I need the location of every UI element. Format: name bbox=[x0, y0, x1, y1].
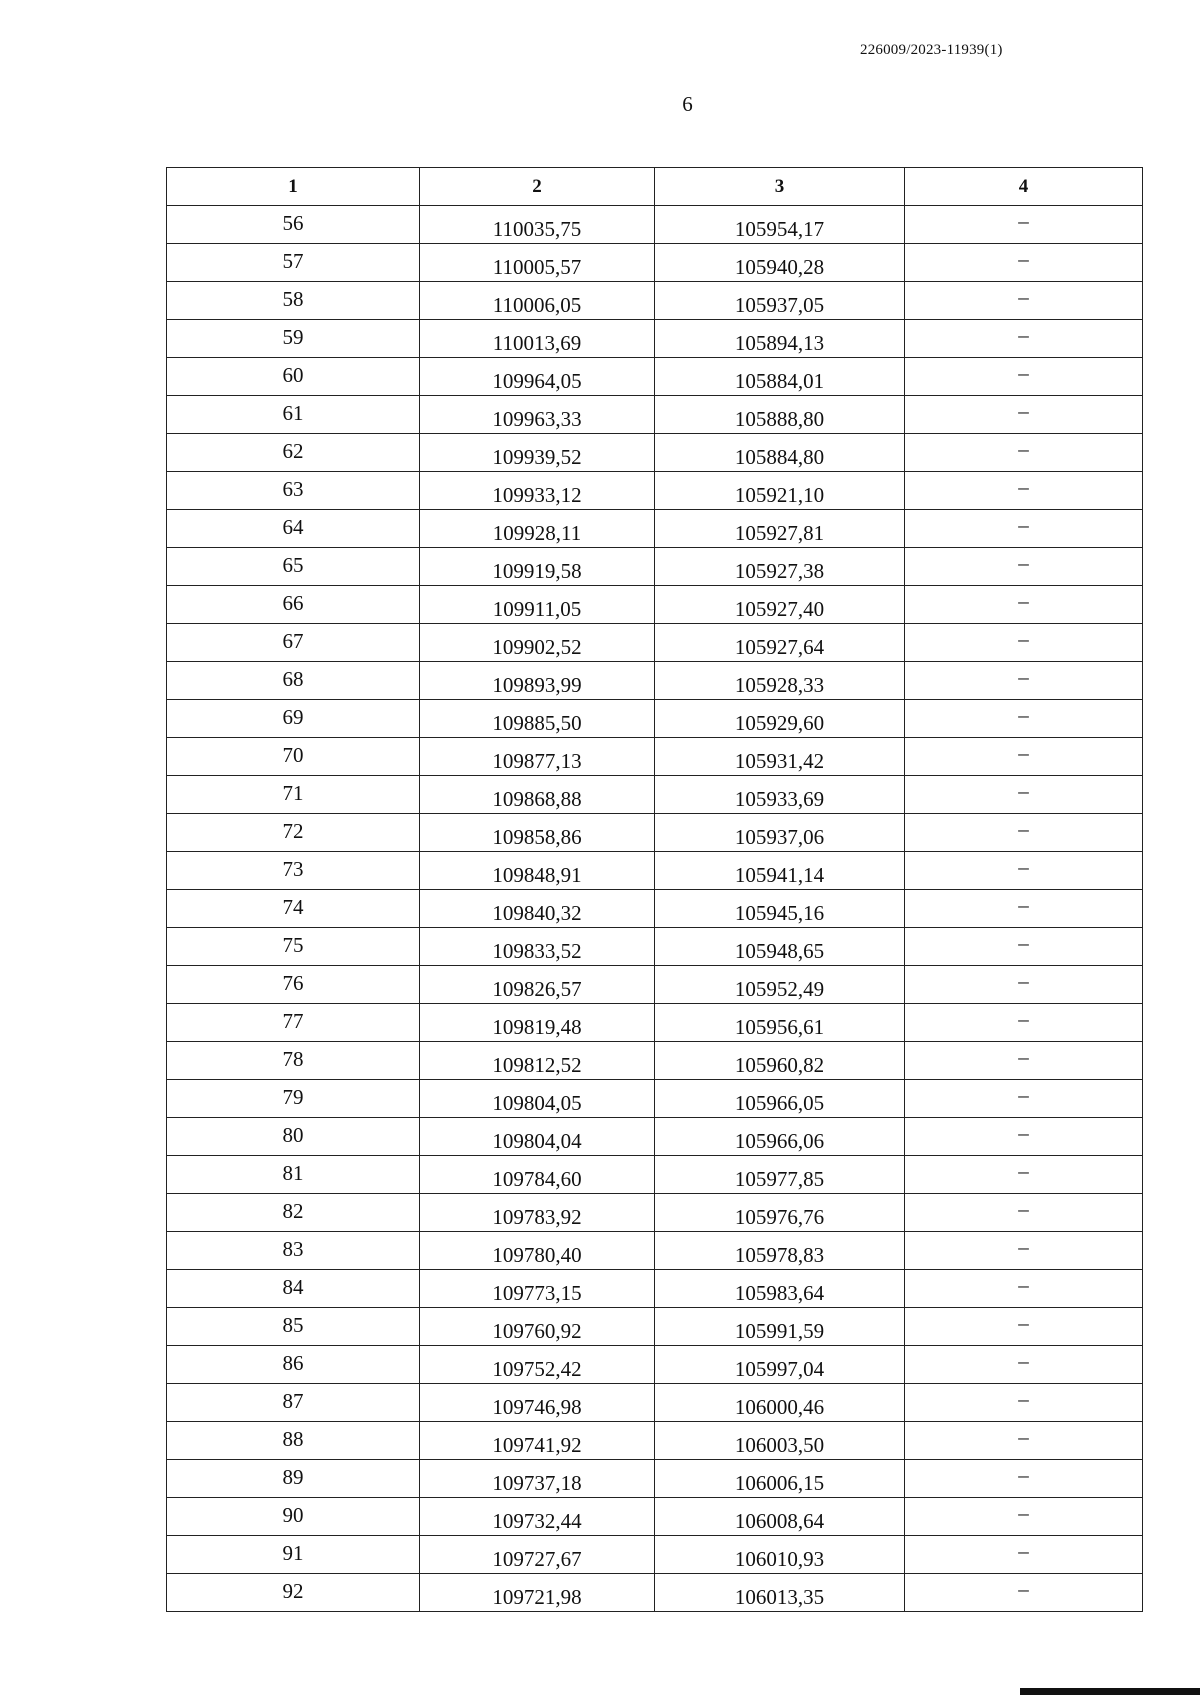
point-number-cell: 86 bbox=[167, 1346, 420, 1384]
point-number-cell: 79 bbox=[167, 1080, 420, 1118]
coordinate-x-cell: 109919,58 bbox=[420, 548, 655, 586]
note-cell: – bbox=[905, 1004, 1143, 1042]
table-row bbox=[167, 244, 1143, 282]
column-header-4: 4 bbox=[905, 168, 1143, 206]
table-row bbox=[167, 624, 1143, 662]
coordinate-y-cell: 105956,61 bbox=[655, 1004, 905, 1042]
coordinate-x-cell: 109840,32 bbox=[420, 890, 655, 928]
table-row bbox=[167, 1042, 1143, 1080]
coordinate-y-cell: 105928,33 bbox=[655, 662, 905, 700]
table-row bbox=[167, 738, 1143, 776]
point-number-cell: 91 bbox=[167, 1536, 420, 1574]
table-row bbox=[167, 1270, 1143, 1308]
page-number: 6 bbox=[682, 92, 693, 116]
point-number-cell: 87 bbox=[167, 1384, 420, 1422]
coordinate-y-cell: 105978,83 bbox=[655, 1232, 905, 1270]
column-header-2: 2 bbox=[420, 168, 655, 206]
coordinate-y-cell: 105983,64 bbox=[655, 1270, 905, 1308]
note-cell: – bbox=[905, 662, 1143, 700]
point-number-cell: 67 bbox=[167, 624, 420, 662]
note-cell: – bbox=[905, 1536, 1143, 1574]
table-row bbox=[167, 928, 1143, 966]
point-number-cell: 80 bbox=[167, 1118, 420, 1156]
point-number-cell: 56 bbox=[167, 206, 420, 244]
note-cell: – bbox=[905, 1156, 1143, 1194]
coordinate-y-cell: 105929,60 bbox=[655, 700, 905, 738]
point-number-cell: 77 bbox=[167, 1004, 420, 1042]
table-row bbox=[167, 1536, 1143, 1574]
note-cell: – bbox=[905, 472, 1143, 510]
point-number-cell: 83 bbox=[167, 1232, 420, 1270]
coordinate-y-cell: 105888,80 bbox=[655, 396, 905, 434]
coordinate-x-cell: 109833,52 bbox=[420, 928, 655, 966]
table-row bbox=[167, 1498, 1143, 1536]
coordinate-y-cell: 105941,14 bbox=[655, 852, 905, 890]
coordinate-y-cell: 105927,64 bbox=[655, 624, 905, 662]
note-cell: – bbox=[905, 586, 1143, 624]
coordinate-x-cell: 109964,05 bbox=[420, 358, 655, 396]
coordinate-x-cell: 109939,52 bbox=[420, 434, 655, 472]
table-body bbox=[167, 206, 1143, 1612]
coordinate-x-cell: 109848,91 bbox=[420, 852, 655, 890]
table-row bbox=[167, 1460, 1143, 1498]
coordinate-y-cell: 105927,38 bbox=[655, 548, 905, 586]
coordinate-x-cell: 109902,52 bbox=[420, 624, 655, 662]
coordinate-x-cell: 110005,57 bbox=[420, 244, 655, 282]
note-cell: – bbox=[905, 1042, 1143, 1080]
point-number-cell: 61 bbox=[167, 396, 420, 434]
table-row bbox=[167, 434, 1143, 472]
coordinate-x-cell: 109819,48 bbox=[420, 1004, 655, 1042]
coordinate-x-cell: 109737,18 bbox=[420, 1460, 655, 1498]
table-row bbox=[167, 396, 1143, 434]
coordinate-x-cell: 109963,33 bbox=[420, 396, 655, 434]
note-cell: – bbox=[905, 776, 1143, 814]
note-cell: – bbox=[905, 890, 1143, 928]
note-cell: – bbox=[905, 738, 1143, 776]
point-number-cell: 69 bbox=[167, 700, 420, 738]
coordinate-x-cell: 109741,92 bbox=[420, 1422, 655, 1460]
coordinate-y-cell: 106010,93 bbox=[655, 1536, 905, 1574]
note-cell: – bbox=[905, 700, 1143, 738]
point-number-cell: 90 bbox=[167, 1498, 420, 1536]
note-cell: – bbox=[905, 510, 1143, 548]
note-cell: – bbox=[905, 548, 1143, 586]
coordinate-y-cell: 105948,65 bbox=[655, 928, 905, 966]
point-number-cell: 70 bbox=[167, 738, 420, 776]
note-cell: – bbox=[905, 396, 1143, 434]
point-number-cell: 73 bbox=[167, 852, 420, 890]
column-header-3: 3 bbox=[655, 168, 905, 206]
coordinate-y-cell: 105976,76 bbox=[655, 1194, 905, 1232]
note-cell: – bbox=[905, 966, 1143, 1004]
coordinate-x-cell: 109877,13 bbox=[420, 738, 655, 776]
coordinate-x-cell: 109752,42 bbox=[420, 1346, 655, 1384]
coordinate-x-cell: 109732,44 bbox=[420, 1498, 655, 1536]
coordinate-x-cell: 109804,05 bbox=[420, 1080, 655, 1118]
coordinate-x-cell: 109784,60 bbox=[420, 1156, 655, 1194]
table-row bbox=[167, 358, 1143, 396]
coordinate-x-cell: 109858,86 bbox=[420, 814, 655, 852]
point-number-cell: 66 bbox=[167, 586, 420, 624]
note-cell: – bbox=[905, 1346, 1143, 1384]
coordinate-y-cell: 105937,05 bbox=[655, 282, 905, 320]
coordinate-y-cell: 105954,17 bbox=[655, 206, 905, 244]
note-cell: – bbox=[905, 1270, 1143, 1308]
table-row bbox=[167, 1004, 1143, 1042]
table-row bbox=[167, 586, 1143, 624]
coordinate-x-cell: 109727,67 bbox=[420, 1536, 655, 1574]
coordinate-x-cell: 109746,98 bbox=[420, 1384, 655, 1422]
table-row bbox=[167, 700, 1143, 738]
note-cell: – bbox=[905, 928, 1143, 966]
coordinate-y-cell: 105927,40 bbox=[655, 586, 905, 624]
note-cell: – bbox=[905, 1460, 1143, 1498]
note-cell: – bbox=[905, 1194, 1143, 1232]
coordinate-x-cell: 109783,92 bbox=[420, 1194, 655, 1232]
coordinate-x-cell: 109868,88 bbox=[420, 776, 655, 814]
table-row bbox=[167, 548, 1143, 586]
table-row bbox=[167, 1194, 1143, 1232]
coordinate-x-cell: 110013,69 bbox=[420, 320, 655, 358]
coordinate-x-cell: 109933,12 bbox=[420, 472, 655, 510]
coordinate-y-cell: 105894,13 bbox=[655, 320, 905, 358]
point-number-cell: 60 bbox=[167, 358, 420, 396]
point-number-cell: 59 bbox=[167, 320, 420, 358]
table-row bbox=[167, 662, 1143, 700]
point-number-cell: 78 bbox=[167, 1042, 420, 1080]
point-number-cell: 68 bbox=[167, 662, 420, 700]
coordinate-x-cell: 109804,04 bbox=[420, 1118, 655, 1156]
note-cell: – bbox=[905, 1498, 1143, 1536]
point-number-cell: 63 bbox=[167, 472, 420, 510]
table-row bbox=[167, 1080, 1143, 1118]
note-cell: – bbox=[905, 434, 1143, 472]
table-row bbox=[167, 814, 1143, 852]
coordinate-y-cell: 106008,64 bbox=[655, 1498, 905, 1536]
coordinate-y-cell: 106000,46 bbox=[655, 1384, 905, 1422]
point-number-cell: 89 bbox=[167, 1460, 420, 1498]
point-number-cell: 65 bbox=[167, 548, 420, 586]
point-number-cell: 85 bbox=[167, 1308, 420, 1346]
table-row bbox=[167, 510, 1143, 548]
coordinate-y-cell: 105921,10 bbox=[655, 472, 905, 510]
coordinate-x-cell: 109812,52 bbox=[420, 1042, 655, 1080]
point-number-cell: 88 bbox=[167, 1422, 420, 1460]
coordinate-y-cell: 106003,50 bbox=[655, 1422, 905, 1460]
note-cell: – bbox=[905, 244, 1143, 282]
point-number-cell: 76 bbox=[167, 966, 420, 1004]
coordinate-y-cell: 105991,59 bbox=[655, 1308, 905, 1346]
coordinate-y-cell: 105940,28 bbox=[655, 244, 905, 282]
table-row bbox=[167, 1232, 1143, 1270]
coordinate-x-cell: 110035,75 bbox=[420, 206, 655, 244]
point-number-cell: 75 bbox=[167, 928, 420, 966]
coordinate-x-cell: 110006,05 bbox=[420, 282, 655, 320]
coordinate-x-cell: 109780,40 bbox=[420, 1232, 655, 1270]
coordinate-x-cell: 109885,50 bbox=[420, 700, 655, 738]
coordinate-y-cell: 106006,15 bbox=[655, 1460, 905, 1498]
column-header-1: 1 bbox=[167, 168, 420, 206]
table-row bbox=[167, 1346, 1143, 1384]
coordinate-x-cell: 109760,92 bbox=[420, 1308, 655, 1346]
document-id: 226009/2023-11939(1) bbox=[860, 42, 1003, 58]
coordinate-x-cell: 109826,57 bbox=[420, 966, 655, 1004]
table-row bbox=[167, 1574, 1143, 1612]
point-number-cell: 82 bbox=[167, 1194, 420, 1232]
coordinate-y-cell: 106013,35 bbox=[655, 1574, 905, 1612]
point-number-cell: 74 bbox=[167, 890, 420, 928]
table-row bbox=[167, 472, 1143, 510]
coordinate-x-cell: 109911,05 bbox=[420, 586, 655, 624]
note-cell: – bbox=[905, 1232, 1143, 1270]
note-cell: – bbox=[905, 206, 1143, 244]
table-row bbox=[167, 282, 1143, 320]
point-number-cell: 62 bbox=[167, 434, 420, 472]
coordinate-x-cell: 109773,15 bbox=[420, 1270, 655, 1308]
note-cell: – bbox=[905, 358, 1143, 396]
point-number-cell: 72 bbox=[167, 814, 420, 852]
coordinate-x-cell: 109928,11 bbox=[420, 510, 655, 548]
coordinates-table bbox=[166, 167, 1143, 1612]
table-row bbox=[167, 320, 1143, 358]
table-row bbox=[167, 1422, 1143, 1460]
coordinate-y-cell: 105977,85 bbox=[655, 1156, 905, 1194]
coordinate-y-cell: 105931,42 bbox=[655, 738, 905, 776]
scan-edge-bar bbox=[1020, 1688, 1200, 1695]
note-cell: – bbox=[905, 1080, 1143, 1118]
coordinate-y-cell: 105945,16 bbox=[655, 890, 905, 928]
table-row bbox=[167, 776, 1143, 814]
coordinate-y-cell: 105952,49 bbox=[655, 966, 905, 1004]
table-row bbox=[167, 852, 1143, 890]
point-number-cell: 84 bbox=[167, 1270, 420, 1308]
coordinate-y-cell: 105927,81 bbox=[655, 510, 905, 548]
table-row bbox=[167, 1308, 1143, 1346]
note-cell: – bbox=[905, 1118, 1143, 1156]
table-row bbox=[167, 966, 1143, 1004]
note-cell: – bbox=[905, 282, 1143, 320]
header-row bbox=[167, 168, 1143, 206]
point-number-cell: 92 bbox=[167, 1574, 420, 1612]
point-number-cell: 58 bbox=[167, 282, 420, 320]
coordinate-x-cell: 109721,98 bbox=[420, 1574, 655, 1612]
note-cell: – bbox=[905, 1422, 1143, 1460]
coordinate-y-cell: 105997,04 bbox=[655, 1346, 905, 1384]
table-row bbox=[167, 890, 1143, 928]
coordinate-y-cell: 105966,05 bbox=[655, 1080, 905, 1118]
point-number-cell: 57 bbox=[167, 244, 420, 282]
table-header bbox=[167, 168, 1143, 206]
coordinate-y-cell: 105884,01 bbox=[655, 358, 905, 396]
coordinate-x-cell: 109893,99 bbox=[420, 662, 655, 700]
note-cell: – bbox=[905, 320, 1143, 358]
coordinate-y-cell: 105966,06 bbox=[655, 1118, 905, 1156]
note-cell: – bbox=[905, 1574, 1143, 1612]
note-cell: – bbox=[905, 624, 1143, 662]
coordinate-y-cell: 105937,06 bbox=[655, 814, 905, 852]
note-cell: – bbox=[905, 852, 1143, 890]
point-number-cell: 81 bbox=[167, 1156, 420, 1194]
table-row bbox=[167, 1156, 1143, 1194]
coordinate-y-cell: 105960,82 bbox=[655, 1042, 905, 1080]
coordinate-y-cell: 105884,80 bbox=[655, 434, 905, 472]
note-cell: – bbox=[905, 1308, 1143, 1346]
note-cell: – bbox=[905, 1384, 1143, 1422]
note-cell: – bbox=[905, 814, 1143, 852]
point-number-cell: 71 bbox=[167, 776, 420, 814]
table-row bbox=[167, 1118, 1143, 1156]
table-row bbox=[167, 1384, 1143, 1422]
coordinate-y-cell: 105933,69 bbox=[655, 776, 905, 814]
point-number-cell: 64 bbox=[167, 510, 420, 548]
table-row bbox=[167, 206, 1143, 244]
